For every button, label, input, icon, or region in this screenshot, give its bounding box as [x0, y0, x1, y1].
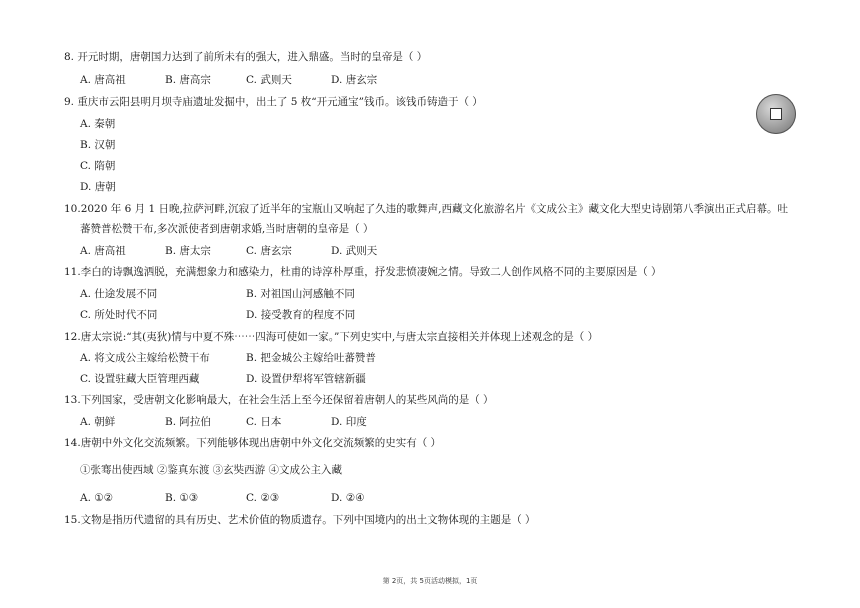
question-13-option-c: C. 日本	[246, 416, 282, 428]
question-11-option-d: D. 接受教育的程度不同	[246, 309, 356, 321]
question-9-stem: 9. 重庆市云阳县明月坝寺庙遗址发掘中，出土了 5 枚“开元通宝”钱币。该钱币铸造于（ ）	[64, 96, 483, 108]
question-10-option-d: D. 武则天	[331, 245, 378, 257]
question-8-option-d: D. 唐玄宗	[331, 74, 378, 86]
question-14-option-a: A. ①②	[80, 492, 114, 504]
question-14-items: ①张骞出使西域 ②鉴真东渡 ③玄奘西游 ④文成公主入藏	[80, 464, 343, 476]
question-9-option-d: D. 唐朝	[80, 181, 116, 193]
question-13-option-a: A. 朝鲜	[80, 416, 116, 428]
question-11-option-c: C. 所处时代不同	[80, 309, 158, 321]
question-14-option-b: B. ①③	[165, 492, 199, 504]
question-14-option-c: C. ②③	[246, 492, 280, 504]
question-8-stem: 8. 开元时期，唐朝国力达到了前所未有的强大，进入鼎盛。当时的皇帝是（ ）	[64, 51, 428, 63]
question-11-option-b: B. 对祖国山河感触不同	[246, 288, 355, 300]
question-14-option-d: D. ②④	[331, 492, 365, 504]
question-15-stem: 15.文物是指历代遗留的具有历史、艺术价值的物质遗存。下列中国境内的出土文物体现的主题是（ ）	[64, 514, 536, 526]
question-10-stem-cont: 蕃赞普松赞干布,多次派使者到唐朝求婚,当时唐朝的皇帝是（ ）	[80, 223, 374, 235]
question-9-option-a: A. 秦朝	[80, 118, 116, 130]
question-13-stem: 13.下列国家，受唐朝文化影响最大，在社会生活上至今还保留着唐朝人的某些风尚的是（ ）	[64, 394, 494, 406]
question-10-option-c: C. 唐玄宗	[246, 245, 292, 257]
question-9-option-b: B. 汉朝	[80, 139, 116, 151]
question-12-stem: 12.唐太宗说:“其(夷狄)情与中夏不殊⋯⋯四海可使如一家。”下列史实中,与唐太宗直接相关并体现上述观念的是（ ）	[64, 331, 599, 343]
kaiyuan-coin-image	[756, 94, 796, 134]
question-13-option-b: B. 阿拉伯	[165, 416, 211, 428]
question-10-option-b: B. 唐太宗	[165, 245, 211, 257]
question-10-option-a: A. 唐高祖	[80, 245, 126, 257]
question-11-stem: 11.李白的诗飘逸洒脱，充满想象力和感染力，杜甫的诗淳朴厚重，抒发悲愤凄婉之情。导致二人创作风格不同的主要原因是（ ）	[64, 266, 662, 278]
question-11-option-a: A. 仕途发展不同	[80, 288, 158, 300]
question-12-option-d: D. 设置伊犁将军管辖新疆	[246, 373, 366, 385]
question-8-option-b: B. 唐高宗	[165, 74, 211, 86]
page-footer: 第 2页，共 5页活动模拟，1页	[382, 577, 478, 585]
question-8-option-a: A. 唐高祖	[80, 74, 126, 86]
question-9-option-c: C. 隋朝	[80, 160, 116, 172]
question-14-stem: 14.唐朝中外文化交流频繁。下列能够体现出唐朝中外文化交流频繁的史实有（ ）	[64, 437, 442, 449]
question-10-stem: 10.2020 年 6 月 1 日晚,拉萨河畔,沉寂了近半年的宝瓶山又响起了久违的歌舞声,西藏文化旅游名片《文成公主》藏文化大型史诗剧第八季演出正式启幕。吐	[64, 203, 788, 215]
question-13-option-d: D. 印度	[331, 416, 367, 428]
question-12-option-b: B. 把金城公主嫁给吐蕃赞普	[246, 352, 376, 364]
question-8-option-c: C. 武则天	[246, 74, 292, 86]
question-12-option-a: A. 将文成公主嫁给松赞干布	[80, 352, 210, 364]
question-12-option-c: C. 设置驻藏大臣管理西藏	[80, 373, 200, 385]
